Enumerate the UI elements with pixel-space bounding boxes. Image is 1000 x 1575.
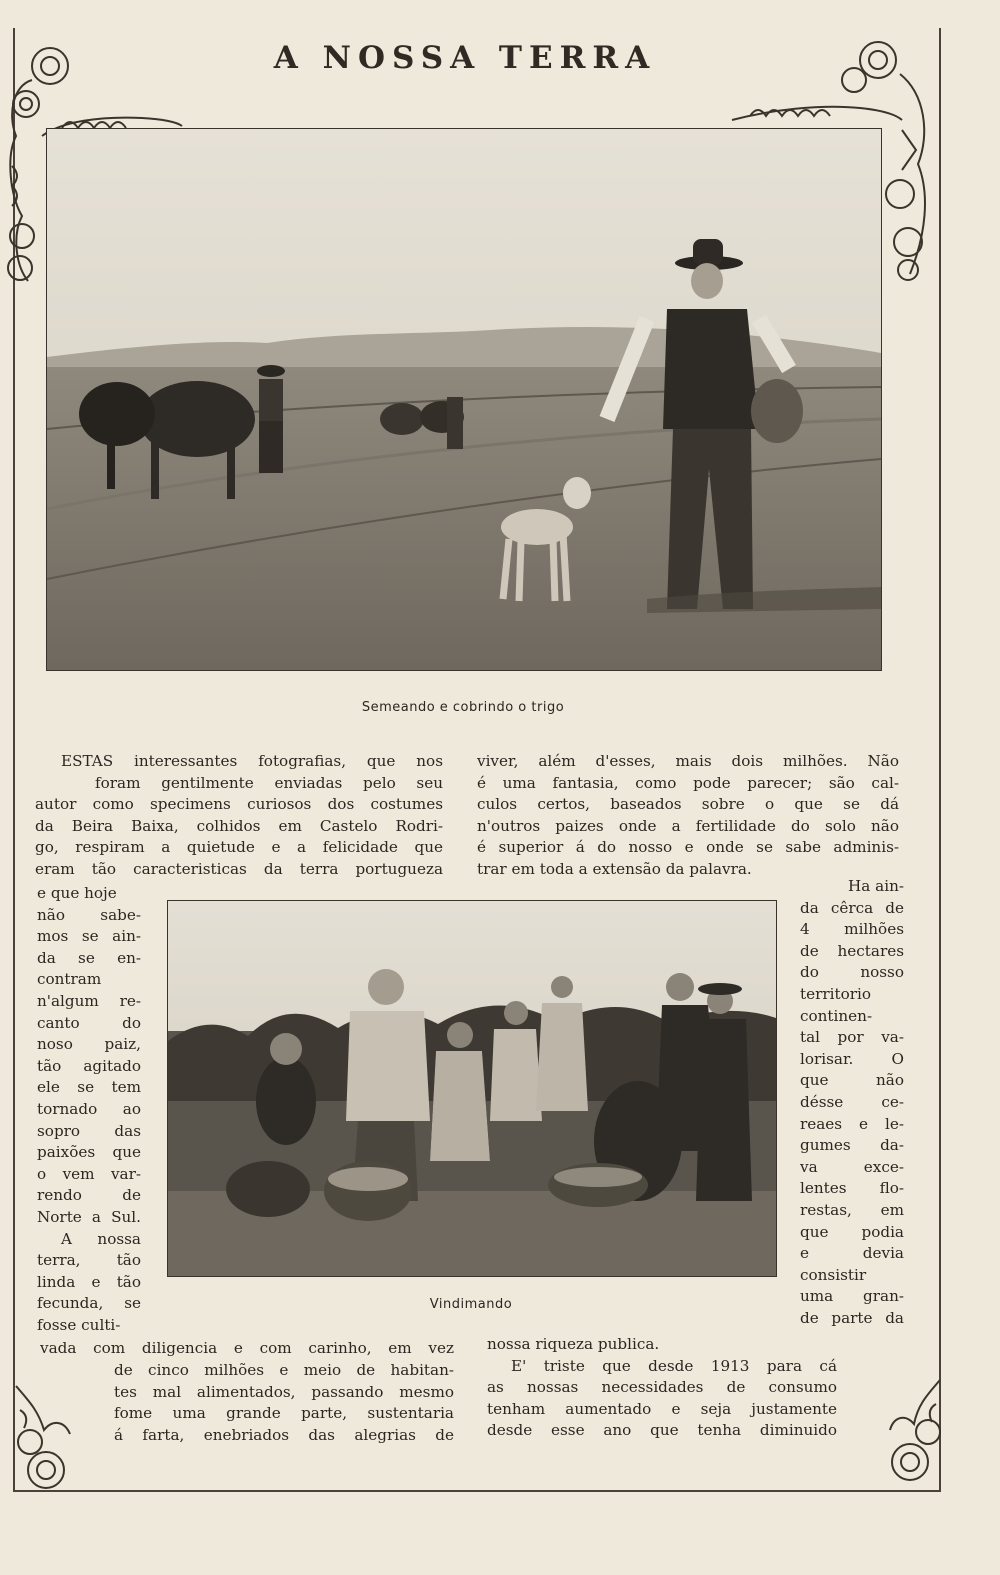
article-line: e que hoje [37, 884, 117, 902]
article-line: e devia [800, 1244, 904, 1263]
article-line: é superior á do nosso e onde se sabe adminis- [477, 838, 899, 856]
article-line: tes mal alimentados, passando mesmo [114, 1382, 454, 1401]
article-line: désse ce- [800, 1092, 904, 1111]
article-line: contram [37, 970, 102, 989]
article-line: eram tão caracteristicas da terra portugueza [35, 859, 443, 878]
article-line: viver, além d'esses, mais dois milhões. Não [477, 752, 899, 770]
article-line: uma gran- [800, 1287, 904, 1306]
article-line: gumes da- [800, 1136, 904, 1155]
article-line: tornado ao [37, 1099, 141, 1118]
article-line: ESTAS interessantes fotografias, que nos [61, 752, 443, 770]
article-line: va exce- [800, 1157, 904, 1176]
article-line: Ha ain- [848, 877, 904, 895]
article-line: da Beira Baixa, colhidos em Castelo Rodri- [35, 816, 443, 835]
article-line: mos se ain- [37, 927, 141, 946]
ornament-bottom-right [874, 1374, 949, 1489]
article-line: o vem var- [37, 1164, 141, 1183]
article-line: foram gentilmente enviadas pelo seu [95, 773, 443, 792]
article-line: de cinco milhões e meio de habitan- [114, 1361, 454, 1379]
article-line: n'algum re- [37, 991, 141, 1010]
article-line: que não [800, 1071, 904, 1090]
article-line: tenham aumentado e seja justamente [487, 1399, 837, 1418]
article-line: é uma fantasia, como pode parecer; são cal- [477, 773, 899, 792]
article-line: que podia [800, 1222, 904, 1241]
article-line: linda e tão [37, 1272, 141, 1291]
article-line: tal por va- [800, 1028, 904, 1047]
article-line: não sabe- [37, 905, 141, 924]
article-column-1-top [35, 751, 443, 880]
article-line: E' triste que desde 1913 para cá [511, 1356, 837, 1375]
photo-grape-harvest [167, 900, 777, 1277]
article-line: terra, tão [37, 1251, 141, 1270]
article-line: reaes e le- [800, 1114, 904, 1133]
article-line: noso paiz, [37, 1035, 141, 1054]
article-line: rendo de [37, 1186, 141, 1205]
article-column-2-top [477, 751, 899, 880]
article-line: trar em toda a extensão da palavra. [477, 859, 752, 878]
article-line: restas, em [800, 1200, 904, 1219]
article-line: A nossa [61, 1229, 141, 1248]
article-column-1-narrow [37, 883, 141, 1336]
article-line: desde esse ano que tenha diminuido [487, 1421, 837, 1439]
article-line: consistir [800, 1265, 867, 1284]
photo-caption: Vindimando [429, 1297, 513, 1312]
article-line: nossa riqueza publica. [487, 1335, 660, 1353]
article-column-2-narrow [800, 876, 904, 1329]
article-line: lentes flo- [800, 1179, 904, 1198]
article-line: go, respiram a quietude e a felicidade que [35, 838, 443, 856]
photo-caption: Semeando e cobrindo o trigo [361, 700, 565, 715]
article-line: á farta, enebriados das alegrias de [114, 1425, 454, 1444]
article-line: fosse culti- [37, 1315, 121, 1334]
photo-sowing-wheat [46, 128, 882, 671]
article-line: sopro das [37, 1121, 141, 1140]
article-line: vada com diligencia e com carinho, em vez [40, 1339, 454, 1357]
article-column-2-bottom [487, 1334, 837, 1442]
article-column-1-bottom-indented [114, 1360, 454, 1446]
article-line: tão agitado [37, 1056, 141, 1075]
article-line: lorisar. O [800, 1049, 904, 1068]
article-line: paixões que [37, 1143, 141, 1162]
article-line: 4 milhões [800, 920, 904, 939]
article-line: fecunda, se [37, 1294, 141, 1313]
article-line: do nosso [800, 963, 904, 982]
ornament-bottom-left [8, 1380, 88, 1495]
article-line: territorio [800, 984, 871, 1003]
article-line: da cêrca de [800, 898, 904, 917]
article-line: fome uma grande parte, sustentaria [114, 1404, 454, 1422]
article-line: as nossas necessidades de consumo [487, 1378, 837, 1396]
article-line: culos certos, baseados sobre o que se dá [477, 795, 899, 813]
page-title: A NOSSA TERRA [273, 40, 657, 76]
article-line: n'outros paizes onde a fertilidade do solo não [477, 816, 899, 835]
article-line: Norte a Sul. [37, 1207, 141, 1226]
article-column-1-bottom [40, 1338, 454, 1360]
article-line: da se en- [37, 948, 141, 967]
article-line: de hectares [800, 941, 904, 960]
article-line: ele se tem [37, 1078, 141, 1097]
article-line: de parte da [800, 1308, 904, 1327]
article-line: continen- [800, 1006, 873, 1025]
article-line: canto do [37, 1013, 141, 1032]
article-line: autor como specimens curiosos dos costumes [35, 795, 443, 813]
